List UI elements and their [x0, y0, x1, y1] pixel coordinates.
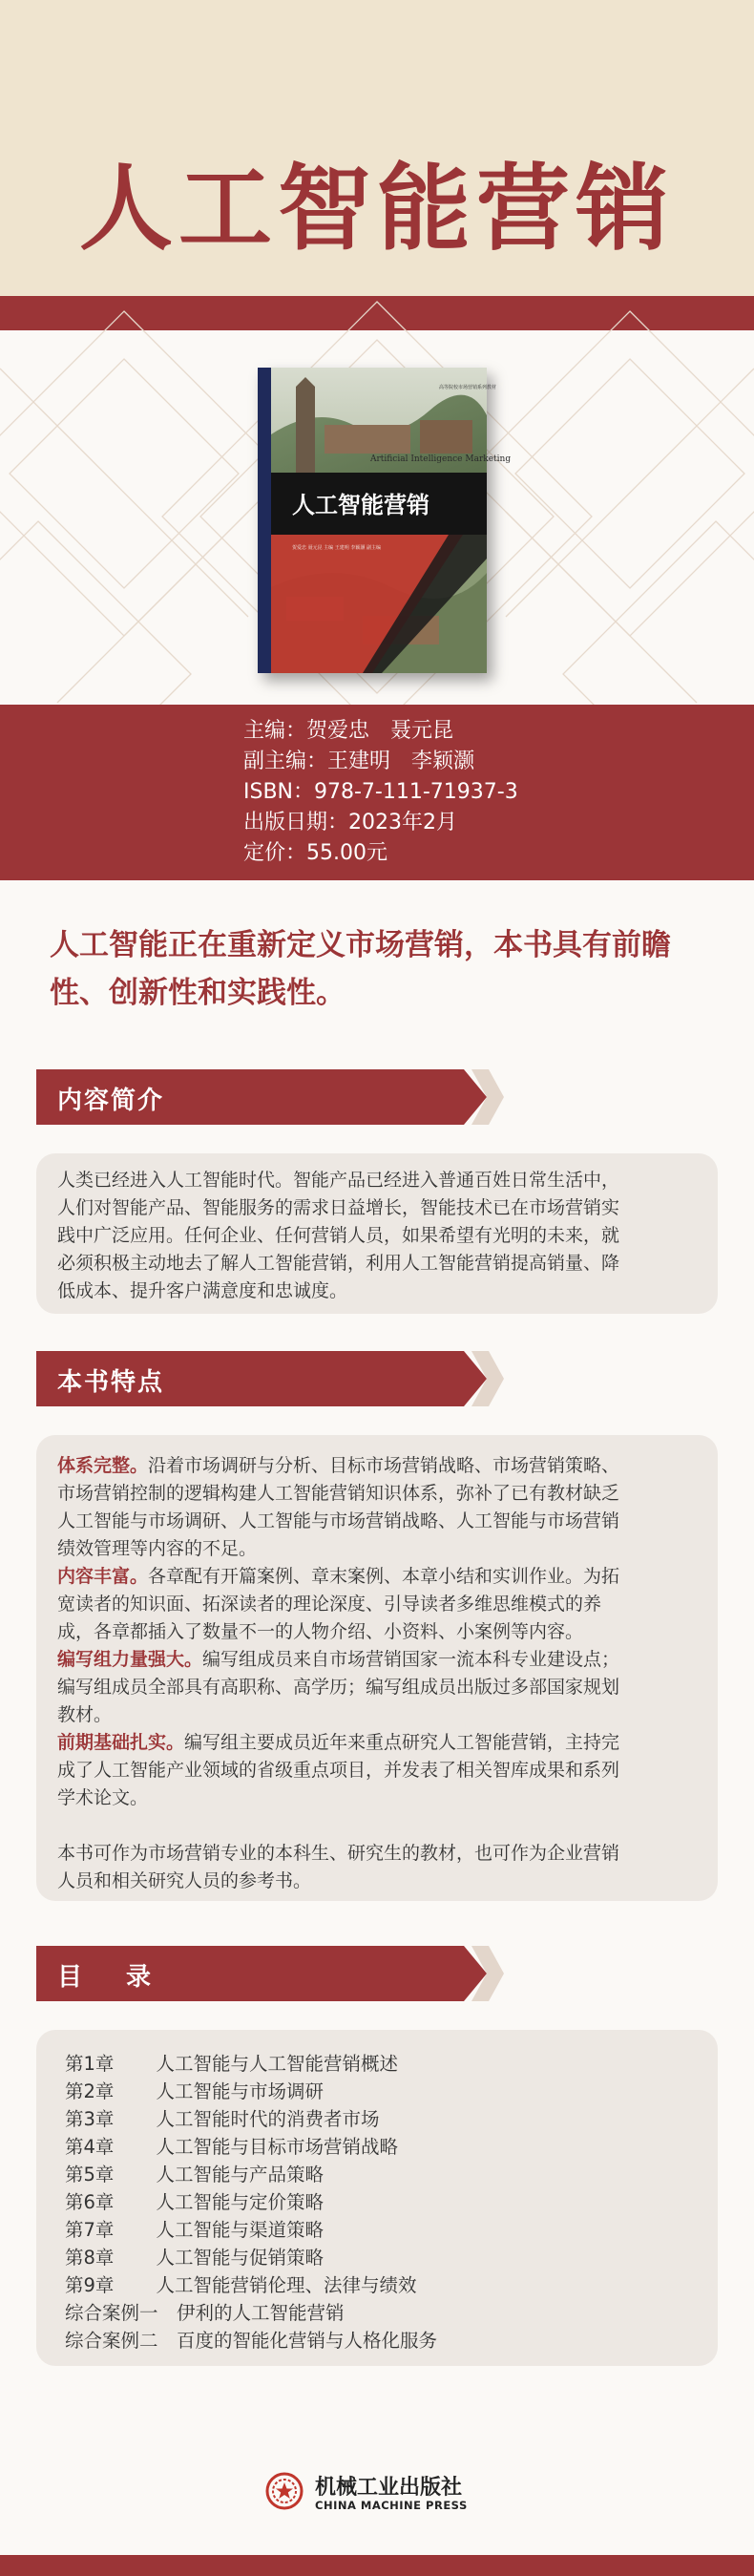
- publisher-logo-icon: [265, 2472, 304, 2510]
- tagline: 人工智能正在重新定义市场营销，本书具有前瞻性、创新性和实践性。: [50, 928, 671, 1010]
- feature-line: 编写组成员来自市场营销国家一流本科专业建设点；: [202, 1649, 620, 1670]
- toc-title: 人工智能时代的消费者市场: [156, 2108, 380, 2130]
- toc-title: 人工智能与定价策略: [156, 2191, 325, 2213]
- book-info-panel: [0, 705, 754, 880]
- publisher-name: 机械工业出版社: [315, 2476, 463, 2500]
- toc-item: [65, 2104, 380, 2131]
- intro-text: [57, 1167, 689, 1305]
- intro-line: 必须积极主动地去了解人工智能营销，利用人工智能营销提高销量、降: [57, 1253, 620, 1274]
- toc-num: 第4章: [65, 2136, 115, 2158]
- feature-item: [57, 1452, 689, 1563]
- feature-line: 成，各章都插入了数量不一的人物介绍、小资料、小案例等内容。: [57, 1621, 584, 1642]
- feature-line: 编写组成员全部具有高职称、高学历；编写组成员出版过多部国家规划: [57, 1677, 620, 1698]
- editor-line: 主编：贺爱忠 聂元昆: [243, 719, 454, 743]
- feature-title: 前期基础扎实。: [57, 1732, 185, 1753]
- toc-item: [65, 2215, 324, 2242]
- cover-authors: 贺爱忠 聂元昆 主编 王建明 李颖灏 副主编: [292, 545, 381, 551]
- toc-item: [65, 2298, 345, 2325]
- book-cover: [258, 368, 512, 673]
- page-title: 人工智能营销: [78, 155, 675, 264]
- toc-item: [65, 2326, 437, 2353]
- closing-line: 人员和相关研究人员的参考书。: [57, 1870, 312, 1891]
- footer-band: [0, 2555, 754, 2576]
- toc-num: 第2章: [65, 2080, 115, 2102]
- toc-title: 人工智能与渠道策略: [156, 2219, 325, 2241]
- toc-title: 人工智能与人工智能营销概述: [156, 2053, 399, 2075]
- feature-line: 编写组主要成员近年来重点研究人工智能营销，主持完: [184, 1732, 620, 1753]
- toc-item: [65, 2132, 398, 2159]
- cover-title: 人工智能营销: [292, 492, 429, 518]
- toc-num: 第9章: [65, 2274, 115, 2296]
- feature-line: 人工智能与市场调研、人工智能与市场营销战略、人工智能与市场营销: [57, 1510, 620, 1531]
- publisher-name-en: CHINA MACHINE PRESS: [315, 2499, 468, 2512]
- intro-heading: 内容简介: [57, 1087, 165, 1115]
- section-header-toc: [36, 1946, 504, 2001]
- toc-num: 第8章: [65, 2247, 115, 2269]
- feature-line: 绩效管理等内容的不足。: [57, 1538, 258, 1559]
- feature-item: [57, 1729, 689, 1812]
- toc-title: 百度的智能化营销与人格化服务: [177, 2330, 438, 2352]
- section-header-intro: [36, 1069, 504, 1125]
- toc-num: 第6章: [65, 2191, 115, 2213]
- toc-title: 人工智能与目标市场营销战略: [156, 2136, 399, 2158]
- intro-line: 践中广泛应用。任何企业、任何营销人员，如果希望有光明的未来，就: [57, 1225, 620, 1246]
- toc-title: 人工智能与产品策略: [156, 2164, 325, 2185]
- feature-line: 教材。: [57, 1704, 113, 1725]
- section-header-features: [36, 1351, 504, 1406]
- toc-title: 人工智能与促销策略: [156, 2247, 325, 2269]
- toc-item: [65, 2160, 324, 2186]
- feature-line: 学术论文。: [57, 1787, 149, 1808]
- feature-line: 宽读者的知识面、拓深读者的理论深度、引导读者多维思维模式的养: [57, 1594, 602, 1615]
- toc-num: 第1章: [65, 2053, 115, 2075]
- pub-date-line: 出版日期：2023年2月: [243, 811, 457, 834]
- closing-line: 本书可作为市场营销专业的本科生、研究生的教材，也可作为企业营销: [57, 1843, 620, 1864]
- features-heading: 本书特点: [57, 1368, 165, 1397]
- feature-item: [57, 1563, 689, 1646]
- feature-line: 各章配有开篇案例、章末案例、本章小结和实训作业。为拓: [148, 1566, 620, 1587]
- feature-item: [57, 1646, 689, 1729]
- toc-title: 人工智能营销伦理、法律与绩效: [156, 2274, 417, 2296]
- toc-num: 综合案例一: [65, 2302, 158, 2324]
- cover-series: 高等院校市场营销系列教材: [439, 385, 497, 391]
- toc-num: 第7章: [65, 2219, 115, 2241]
- cover-english-title: Artificial Intelligence Marketing: [370, 454, 512, 464]
- toc-item: [65, 2077, 324, 2103]
- feature-line: 市场营销控制的逻辑构建人工智能营销知识体系，弥补了已有教材缺乏: [57, 1483, 620, 1504]
- toc-num: 综合案例二: [65, 2330, 158, 2352]
- feature-line: 成了人工智能产业领域的省级重点项目，并发表了相关智库成果和系列: [57, 1760, 620, 1781]
- toc-item: [65, 2187, 324, 2214]
- intro-line: 人类已经进入人工智能时代。智能产品已经进入普通百姓日常生活中，: [57, 1170, 620, 1191]
- toc-item: [65, 2270, 417, 2297]
- deputy-editor-line: 副主编：王建明 李颖灏: [243, 750, 475, 773]
- toc-num: 第3章: [65, 2108, 115, 2130]
- price-line: 定价：55.00元: [243, 841, 387, 865]
- toc-item: [65, 2049, 398, 2076]
- feature-title: 编写组力量强大。: [57, 1649, 203, 1670]
- intro-line: 人们对智能产品、智能服务的需求日益增长，智能技术已在市场营销实: [57, 1197, 620, 1218]
- isbn-line: ISBN：978-7-111-71937-3: [243, 780, 518, 804]
- feature-title: 内容丰富。: [57, 1566, 149, 1587]
- toc-title: 伊利的人工智能营销: [177, 2302, 345, 2324]
- features-text: [57, 1452, 689, 1895]
- toc-item: [65, 2243, 324, 2270]
- toc-heading: 目 录: [57, 1963, 161, 1992]
- toc-num: 第5章: [65, 2164, 115, 2185]
- intro-line: 低成本、提升客户满意度和忠诚度。: [57, 1280, 348, 1301]
- toc-title: 人工智能与市场调研: [156, 2080, 325, 2102]
- feature-title: 体系完整。: [57, 1455, 149, 1476]
- feature-line: 沿着市场调研与分析、目标市场营销战略、市场营销策略、: [148, 1455, 620, 1476]
